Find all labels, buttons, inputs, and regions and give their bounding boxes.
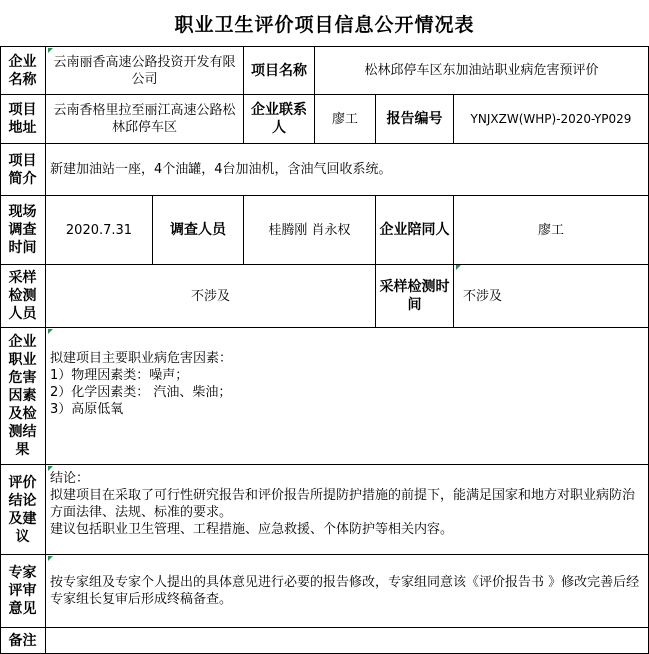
label-conclusion: 评价结论及建议 — [0, 465, 46, 555]
page-title: 职业卫生评价项目信息公开情况表 — [174, 13, 475, 36]
label-company-escort: 企业陪同人 — [376, 196, 454, 265]
label-remarks: 备注 — [0, 628, 46, 654]
cell-marker — [48, 329, 53, 334]
label-investigators: 调查人员 — [153, 196, 244, 265]
value-conclusion: 结论： 拟建项目在采取了可行性研究报告和评价报告所提防护措施的前提下，能满足国家和地方对职业病防治方面法律、法规、标准的要求。 建议包括职业卫生管理、工程措施、应急救援、个体防护等相关内容。 — [46, 465, 649, 555]
label-project-name: 项目名称 — [244, 47, 315, 95]
value-survey-time: 2020.7.31 — [46, 196, 153, 265]
label-company-name: 企业名称 — [0, 47, 46, 95]
value-company-escort: 廖工 — [454, 196, 649, 265]
label-expert: 专家评审意见 — [0, 555, 46, 628]
value-company-contact: 廖工 — [315, 95, 376, 144]
label-hazards: 企业职业危害因素及检测结果 — [0, 328, 46, 465]
value-expert: 按专家组及专家个人提出的具体意见进行必要的报告修改，专家组同意该《评价报告书 》修改完善后经专家组长复审后形成终稿备查。 — [46, 555, 649, 628]
label-report-no: 报告编号 — [376, 95, 454, 144]
value-investigators: 桂腾刚 肖永权 — [244, 196, 376, 265]
cell-marker — [48, 556, 53, 561]
label-project-intro: 项目简介 — [0, 144, 46, 196]
label-survey-time: 现场调查时间 — [0, 196, 46, 265]
label-project-address: 项目地址 — [0, 95, 46, 144]
cell-marker — [456, 265, 461, 270]
value-remarks — [46, 628, 649, 654]
value-project-name: 松林邱停车区东加油站职业病危害预评价 — [315, 47, 649, 95]
label-sampling-staff: 采样检测人员 — [0, 265, 46, 328]
label-sampling-time: 采样检测时间 — [376, 265, 454, 328]
value-project-address: 云南香格里拉至丽江高速公路松林邱停车区 — [46, 95, 244, 144]
value-report-no: YNJXZW(WHP)-2020-YP029 — [454, 95, 649, 144]
value-hazards: 拟建项目主要职业病危害因素： 1）物理因素类：噪声； 2）化学因素类： 汽油、柴油； 3）高原低氧 — [46, 328, 649, 465]
value-project-intro: 新建加油站一座，4个油罐，4台加油机，含油气回收系统。 — [46, 144, 649, 196]
value-sampling-staff: 不涉及 — [46, 265, 376, 328]
cell-marker — [48, 48, 53, 53]
value-sampling-time: 不涉及 — [454, 265, 649, 328]
label-company-contact: 企业联系人 — [244, 95, 315, 144]
value-company-name: 云南丽香高速公路投资开发有限公司 — [46, 47, 244, 95]
cell-marker — [48, 466, 53, 471]
